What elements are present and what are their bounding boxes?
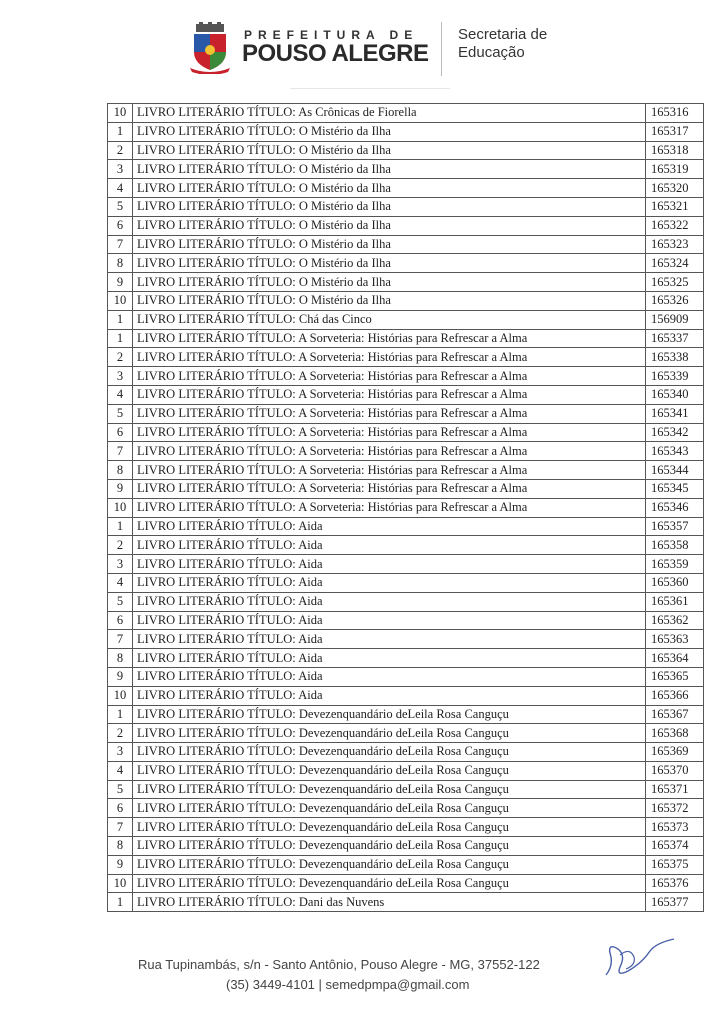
table-row xyxy=(108,649,704,668)
table-row xyxy=(108,667,704,686)
item-number: 7 xyxy=(108,235,133,254)
item-code: 165375 xyxy=(646,855,704,874)
table-row xyxy=(108,122,704,141)
item-number: 9 xyxy=(108,855,133,874)
item-title: LIVRO LITERÁRIO TÍTULO: A Sorveteria: Histórias para Refrescar a Alma xyxy=(133,367,646,386)
department-line-2: Educação xyxy=(458,44,525,61)
item-number: 6 xyxy=(108,611,133,630)
item-title: LIVRO LITERÁRIO TÍTULO: Devezenquandário deLeila Rosa Canguçu xyxy=(133,780,646,799)
item-number: 2 xyxy=(108,141,133,160)
item-code: 165360 xyxy=(646,573,704,592)
table-row xyxy=(108,536,704,555)
item-number: 10 xyxy=(108,498,133,517)
item-number: 9 xyxy=(108,273,133,292)
item-title: LIVRO LITERÁRIO TÍTULO: A Sorveteria: Histórias para Refrescar a Alma xyxy=(133,498,646,517)
item-title: LIVRO LITERÁRIO TÍTULO: Devezenquandário deLeila Rosa Canguçu xyxy=(133,705,646,724)
table-row xyxy=(108,479,704,498)
department-name xyxy=(458,26,547,62)
item-number: 3 xyxy=(108,743,133,762)
item-title: LIVRO LITERÁRIO TÍTULO: A Sorveteria: Histórias para Refrescar a Alma xyxy=(133,479,646,498)
item-title: LIVRO LITERÁRIO TÍTULO: O Mistério da Ilha xyxy=(133,160,646,179)
item-number: 6 xyxy=(108,216,133,235)
item-title: LIVRO LITERÁRIO TÍTULO: A Sorveteria: Histórias para Refrescar a Alma xyxy=(133,442,646,461)
table-row xyxy=(108,104,704,123)
item-code: 165361 xyxy=(646,592,704,611)
item-code: 165373 xyxy=(646,818,704,837)
item-title: LIVRO LITERÁRIO TÍTULO: As Crônicas de Fiorella xyxy=(133,104,646,123)
item-title: LIVRO LITERÁRIO TÍTULO: Aida xyxy=(133,611,646,630)
item-code: 165345 xyxy=(646,479,704,498)
table-row xyxy=(108,555,704,574)
coat-of-arms-icon xyxy=(188,22,232,74)
item-title: LIVRO LITERÁRIO TÍTULO: Aida xyxy=(133,592,646,611)
item-number: 8 xyxy=(108,649,133,668)
item-code: 165325 xyxy=(646,273,704,292)
table-row xyxy=(108,442,704,461)
item-title: LIVRO LITERÁRIO TÍTULO: Devezenquandário deLeila Rosa Canguçu xyxy=(133,837,646,856)
item-number: 4 xyxy=(108,385,133,404)
item-code: 165340 xyxy=(646,385,704,404)
item-code: 165371 xyxy=(646,780,704,799)
item-code: 165377 xyxy=(646,893,704,912)
item-number: 1 xyxy=(108,329,133,348)
item-number: 3 xyxy=(108,555,133,574)
header-rule xyxy=(290,88,450,89)
item-title: LIVRO LITERÁRIO TÍTULO: A Sorveteria: Histórias para Refrescar a Alma xyxy=(133,461,646,480)
item-code: 165344 xyxy=(646,461,704,480)
item-code: 165317 xyxy=(646,122,704,141)
item-title: LIVRO LITERÁRIO TÍTULO: Devezenquandário deLeila Rosa Canguçu xyxy=(133,874,646,893)
table-row xyxy=(108,310,704,329)
table-row xyxy=(108,893,704,912)
item-title: LIVRO LITERÁRIO TÍTULO: O Mistério da Ilha xyxy=(133,122,646,141)
item-number: 6 xyxy=(108,799,133,818)
item-title: LIVRO LITERÁRIO TÍTULO: Devezenquandário deLeila Rosa Canguçu xyxy=(133,724,646,743)
item-code: 165322 xyxy=(646,216,704,235)
table-row xyxy=(108,367,704,386)
item-title: LIVRO LITERÁRIO TÍTULO: A Sorveteria: Histórias para Refrescar a Alma xyxy=(133,423,646,442)
item-code: 165363 xyxy=(646,630,704,649)
item-number: 8 xyxy=(108,837,133,856)
table-row xyxy=(108,874,704,893)
item-title: LIVRO LITERÁRIO TÍTULO: O Mistério da Ilha xyxy=(133,291,646,310)
item-number: 4 xyxy=(108,179,133,198)
item-number: 8 xyxy=(108,254,133,273)
item-number: 6 xyxy=(108,423,133,442)
item-code: 165316 xyxy=(646,104,704,123)
item-code: 165374 xyxy=(646,837,704,856)
item-title: LIVRO LITERÁRIO TÍTULO: Aida xyxy=(133,630,646,649)
table-row xyxy=(108,461,704,480)
item-code: 165366 xyxy=(646,686,704,705)
table-row xyxy=(108,385,704,404)
item-title: LIVRO LITERÁRIO TÍTULO: Aida xyxy=(133,555,646,574)
item-number: 10 xyxy=(108,104,133,123)
item-title: LIVRO LITERÁRIO TÍTULO: Devezenquandário deLeila Rosa Canguçu xyxy=(133,855,646,874)
footer-contact: (35) 3449-4101 | semedpmpa@gmail.com xyxy=(226,977,470,992)
table-row xyxy=(108,197,704,216)
table-row xyxy=(108,179,704,198)
item-number: 10 xyxy=(108,874,133,893)
item-code: 165364 xyxy=(646,649,704,668)
item-number: 10 xyxy=(108,686,133,705)
item-number: 2 xyxy=(108,724,133,743)
item-number: 5 xyxy=(108,404,133,423)
table-row xyxy=(108,160,704,179)
item-code: 165357 xyxy=(646,517,704,536)
table-row xyxy=(108,291,704,310)
table-row xyxy=(108,855,704,874)
item-number: 7 xyxy=(108,442,133,461)
item-code: 165320 xyxy=(646,179,704,198)
item-title: LIVRO LITERÁRIO TÍTULO: O Mistério da Ilha xyxy=(133,216,646,235)
table-row xyxy=(108,837,704,856)
item-code: 165346 xyxy=(646,498,704,517)
item-title: LIVRO LITERÁRIO TÍTULO: A Sorveteria: Histórias para Refrescar a Alma xyxy=(133,385,646,404)
item-title: LIVRO LITERÁRIO TÍTULO: A Sorveteria: Histórias para Refrescar a Alma xyxy=(133,404,646,423)
item-number: 5 xyxy=(108,592,133,611)
table-row xyxy=(108,705,704,724)
brand-top-text: PREFEITURA DE xyxy=(244,28,419,42)
item-number: 7 xyxy=(108,818,133,837)
item-code: 165338 xyxy=(646,348,704,367)
table-row xyxy=(108,254,704,273)
item-code: 165319 xyxy=(646,160,704,179)
header-divider xyxy=(441,22,442,76)
item-title: LIVRO LITERÁRIO TÍTULO: Aida xyxy=(133,573,646,592)
table-row xyxy=(108,761,704,780)
table-row xyxy=(108,273,704,292)
item-title: LIVRO LITERÁRIO TÍTULO: Devezenquandário deLeila Rosa Canguçu xyxy=(133,799,646,818)
item-code: 165341 xyxy=(646,404,704,423)
table-row xyxy=(108,423,704,442)
item-code: 165326 xyxy=(646,291,704,310)
table-row xyxy=(108,235,704,254)
table-row xyxy=(108,404,704,423)
item-number: 7 xyxy=(108,630,133,649)
table-row xyxy=(108,517,704,536)
item-code: 165321 xyxy=(646,197,704,216)
table-row xyxy=(108,818,704,837)
item-code: 165368 xyxy=(646,724,704,743)
signature-mark xyxy=(600,935,680,979)
item-title: LIVRO LITERÁRIO TÍTULO: Devezenquandário deLeila Rosa Canguçu xyxy=(133,818,646,837)
item-title: LIVRO LITERÁRIO TÍTULO: A Sorveteria: Histórias para Refrescar a Alma xyxy=(133,348,646,367)
letterhead xyxy=(0,18,724,78)
table-row xyxy=(108,573,704,592)
book-list-table xyxy=(107,103,700,912)
item-code: 165323 xyxy=(646,235,704,254)
item-code: 165342 xyxy=(646,423,704,442)
table-row xyxy=(108,141,704,160)
item-code: 165365 xyxy=(646,667,704,686)
item-code: 165376 xyxy=(646,874,704,893)
item-code: 165358 xyxy=(646,536,704,555)
item-title: LIVRO LITERÁRIO TÍTULO: Aida xyxy=(133,517,646,536)
item-title: LIVRO LITERÁRIO TÍTULO: O Mistério da Ilha xyxy=(133,235,646,254)
item-code: 165359 xyxy=(646,555,704,574)
item-title: LIVRO LITERÁRIO TÍTULO: O Mistério da Ilha xyxy=(133,141,646,160)
item-code: 165343 xyxy=(646,442,704,461)
item-title: LIVRO LITERÁRIO TÍTULO: O Mistério da Ilha xyxy=(133,254,646,273)
item-code: 165369 xyxy=(646,743,704,762)
table-row xyxy=(108,724,704,743)
item-title: LIVRO LITERÁRIO TÍTULO: Chá das Cinco xyxy=(133,310,646,329)
item-number: 2 xyxy=(108,536,133,555)
item-number: 1 xyxy=(108,310,133,329)
item-title: LIVRO LITERÁRIO TÍTULO: Devezenquandário deLeila Rosa Canguçu xyxy=(133,743,646,762)
item-number: 9 xyxy=(108,667,133,686)
item-number: 2 xyxy=(108,348,133,367)
item-title: LIVRO LITERÁRIO TÍTULO: Aida xyxy=(133,686,646,705)
table-row xyxy=(108,799,704,818)
item-number: 5 xyxy=(108,780,133,799)
table-row xyxy=(108,216,704,235)
item-number: 8 xyxy=(108,461,133,480)
item-title: LIVRO LITERÁRIO TÍTULO: O Mistério da Ilha xyxy=(133,179,646,198)
table-row xyxy=(108,592,704,611)
item-title: LIVRO LITERÁRIO TÍTULO: O Mistério da Ilha xyxy=(133,273,646,292)
item-title: LIVRO LITERÁRIO TÍTULO: Dani das Nuvens xyxy=(133,893,646,912)
item-title: LIVRO LITERÁRIO TÍTULO: O Mistério da Ilha xyxy=(133,197,646,216)
table-row xyxy=(108,348,704,367)
item-title: LIVRO LITERÁRIO TÍTULO: Aida xyxy=(133,536,646,555)
brand-main-text: POUSO ALEGRE xyxy=(242,40,429,67)
table-row xyxy=(108,611,704,630)
footer-address: Rua Tupinambás, s/n - Santo Antônio, Pouso Alegre - MG, 37552-122 xyxy=(138,957,540,972)
item-title: LIVRO LITERÁRIO TÍTULO: Devezenquandário deLeila Rosa Canguçu xyxy=(133,761,646,780)
table-row xyxy=(108,686,704,705)
item-number: 9 xyxy=(108,479,133,498)
item-number: 1 xyxy=(108,893,133,912)
item-code: 165367 xyxy=(646,705,704,724)
item-number: 3 xyxy=(108,160,133,179)
item-number: 5 xyxy=(108,197,133,216)
item-number: 3 xyxy=(108,367,133,386)
item-number: 10 xyxy=(108,291,133,310)
table-row xyxy=(108,630,704,649)
item-code: 165318 xyxy=(646,141,704,160)
item-code: 165362 xyxy=(646,611,704,630)
item-title: LIVRO LITERÁRIO TÍTULO: A Sorveteria: Histórias para Refrescar a Alma xyxy=(133,329,646,348)
department-line-1: Secretaria de xyxy=(458,26,548,43)
item-code: 165370 xyxy=(646,761,704,780)
item-code: 156909 xyxy=(646,310,704,329)
item-code: 165324 xyxy=(646,254,704,273)
table-row xyxy=(108,498,704,517)
item-number: 1 xyxy=(108,705,133,724)
item-title: LIVRO LITERÁRIO TÍTULO: Aida xyxy=(133,649,646,668)
item-code: 165372 xyxy=(646,799,704,818)
table-row xyxy=(108,780,704,799)
item-code: 165337 xyxy=(646,329,704,348)
item-title: LIVRO LITERÁRIO TÍTULO: Aida xyxy=(133,667,646,686)
table-row xyxy=(108,329,704,348)
item-code: 165339 xyxy=(646,367,704,386)
item-number: 1 xyxy=(108,517,133,536)
item-number: 4 xyxy=(108,761,133,780)
table-row xyxy=(108,743,704,762)
item-number: 4 xyxy=(108,573,133,592)
item-number: 1 xyxy=(108,122,133,141)
